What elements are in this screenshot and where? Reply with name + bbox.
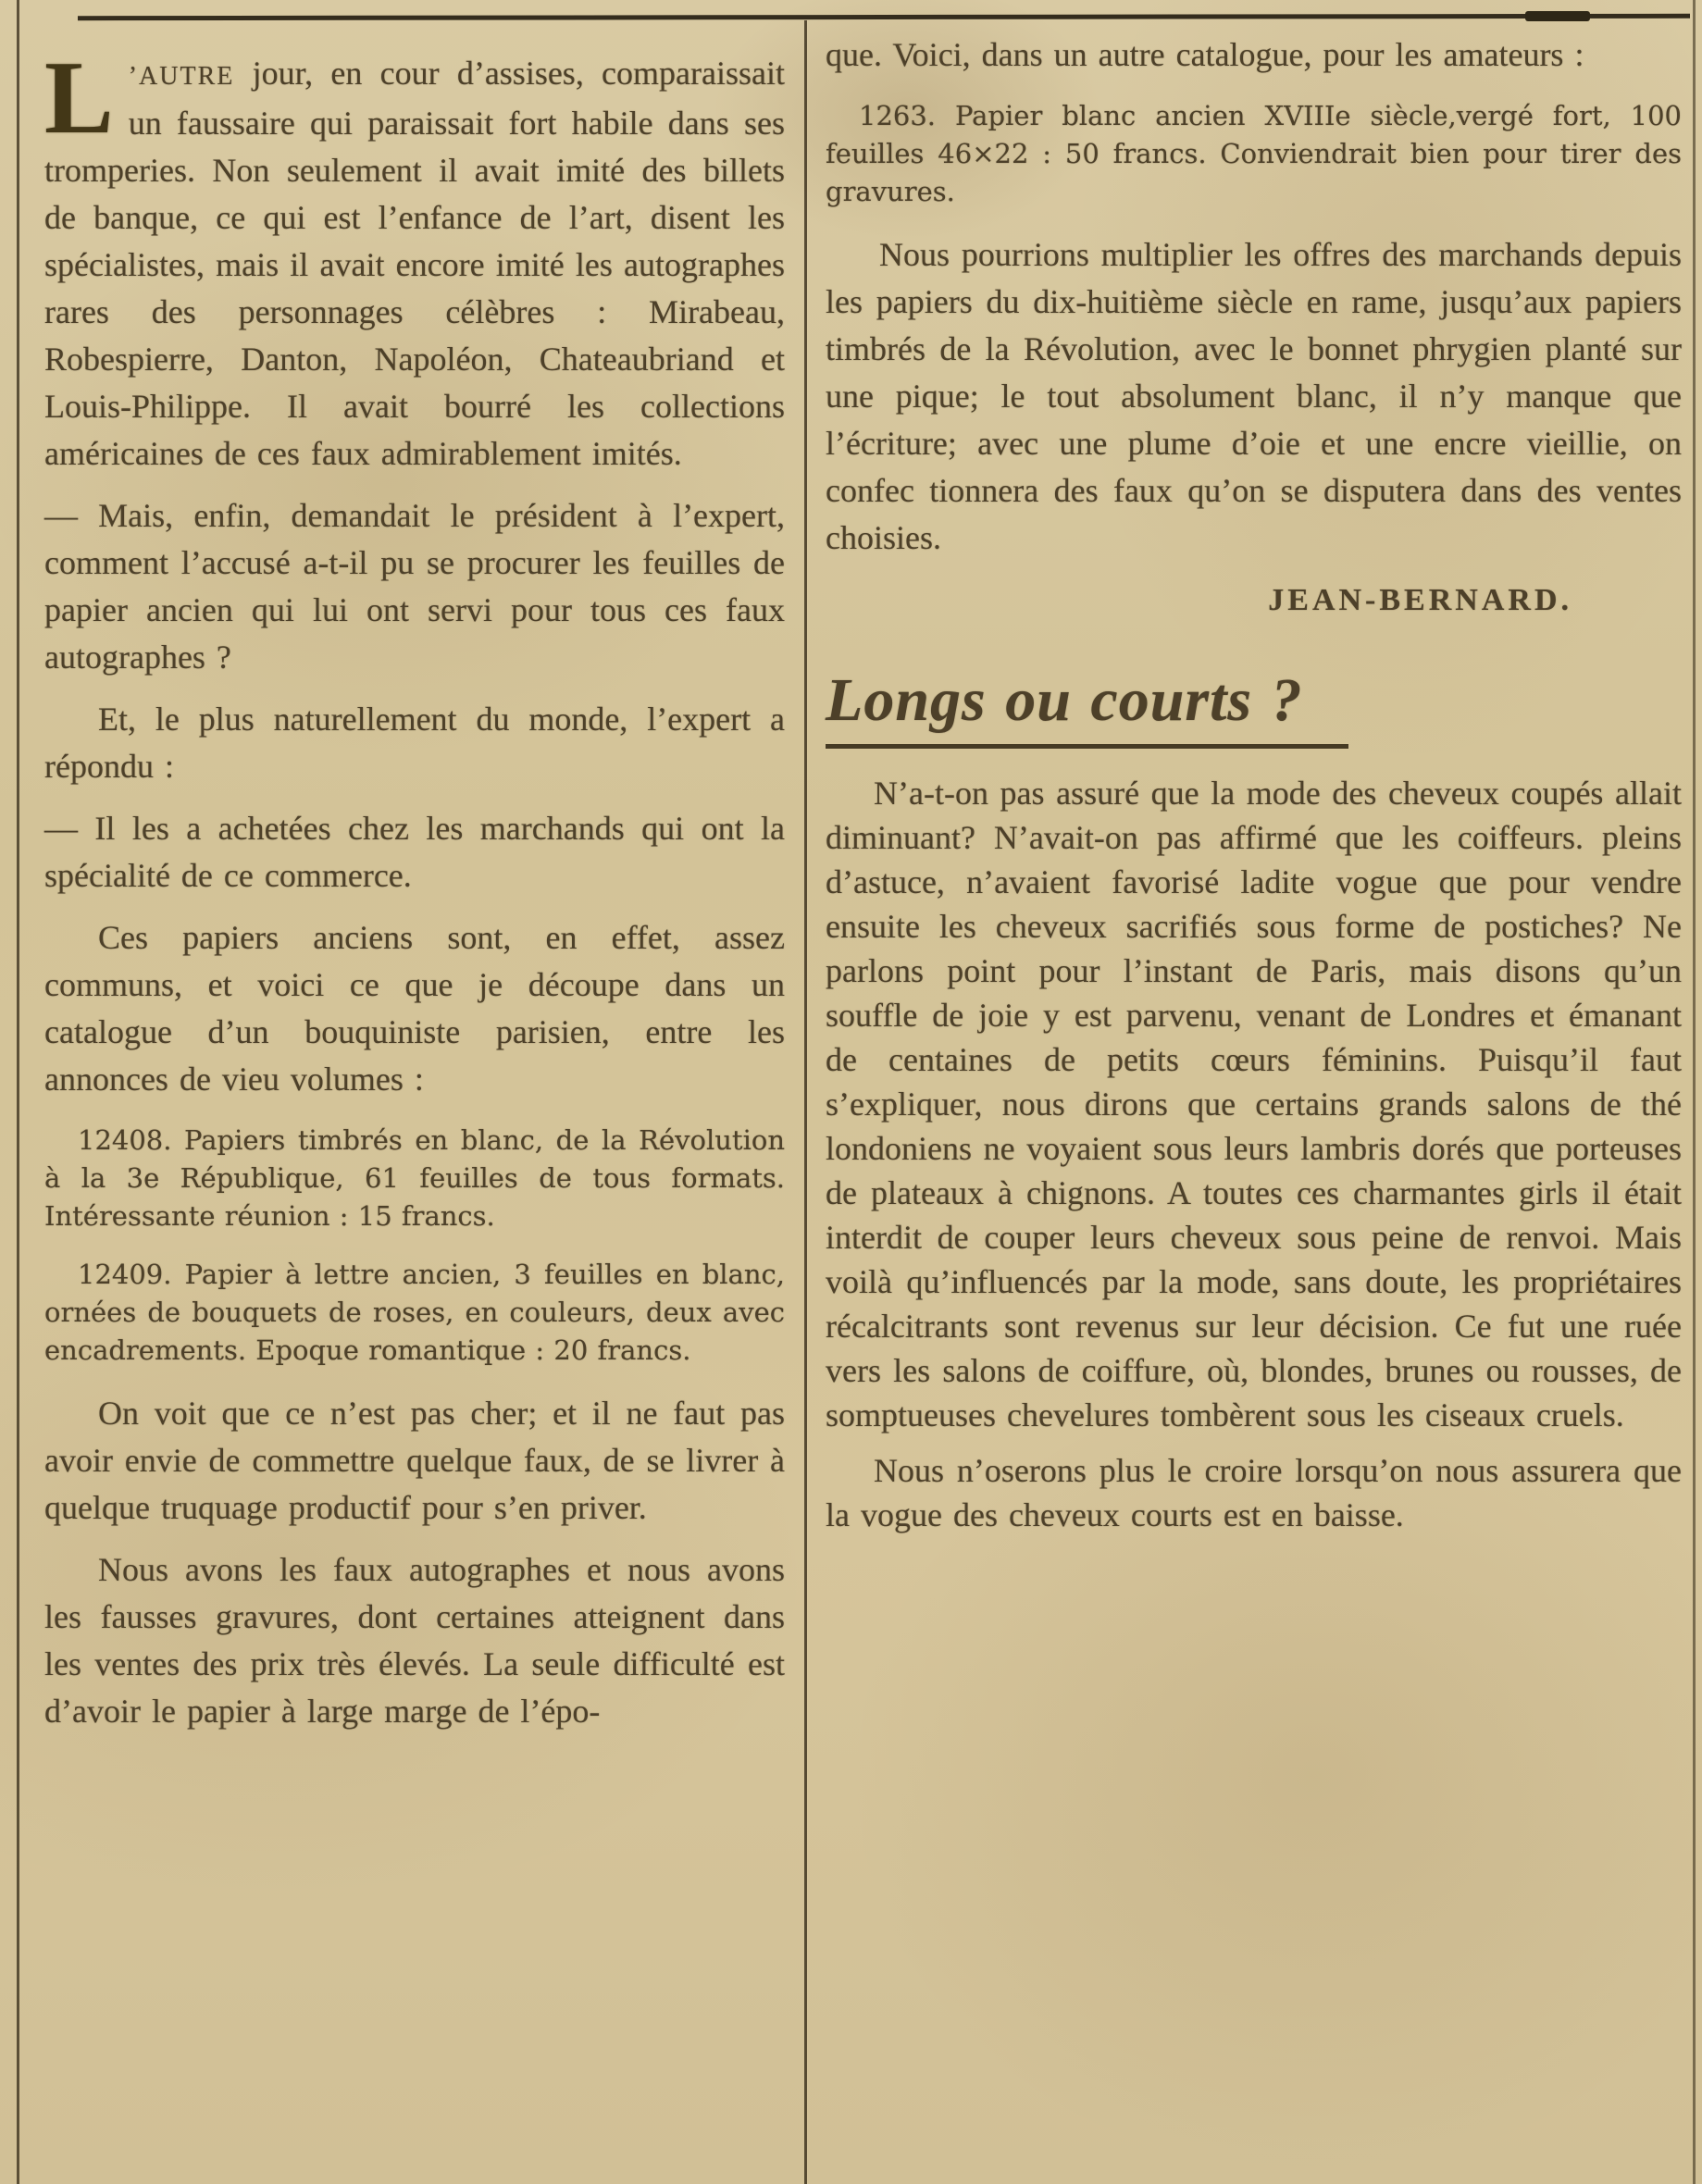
author-signature: JEAN-BERNARD. bbox=[1268, 583, 1572, 617]
top-rule-blotch bbox=[1525, 11, 1590, 21]
paragraph-lead bbox=[44, 41, 785, 478]
paragraph: Ces papiers anciens sont, en effet, assez communs, et voici ce que je découpe dans un catalogue d’un bouquiniste parisien, entre les annonces de vieu volumes : bbox=[44, 919, 785, 1098]
catalog-entry-12409: 12409. Papier à lettre ancien, 3 feuilles en blanc, ornées de bouquets de roses, en couleurs, deux avec encadrements. Epoque romantique : 20 francs. bbox=[44, 1259, 785, 1366]
top-rule bbox=[78, 14, 1690, 20]
right-column bbox=[826, 31, 1682, 1548]
paragraph: Nous n’oserons plus le croire lorsqu’on nous assurera que la vogue des cheveux courts est en baisse. bbox=[826, 1452, 1682, 1533]
lead-small-caps: ’AUTRE bbox=[128, 62, 235, 91]
drop-cap: L bbox=[44, 41, 114, 155]
left-column bbox=[44, 41, 785, 1750]
catalog-entry-1263: 1263. Papier blanc ancien XVIIIe siècle,vergé fort, 100 feuilles 46×22 : 50 francs. Conviendrait bien pour tirer des gravures. bbox=[826, 100, 1682, 207]
paragraph: Nous pourrions multiplier les offres des marchands depuis les papiers du dix-huitième siècle en rame, jusqu’aux papiers timbrés de la Révolution, avec le bonnet phrygien planté sur une pique; le tout absolument blanc, il n’y manque que l’écriture; avec une plume d’oie et une encre vieillie, on confec tionnera des faux qu’on se disputera dans des ventes choisies. bbox=[826, 236, 1682, 556]
catalog-entry-12408: 12408. Papiers timbrés en blanc, de la Révolution à la 3e République, 61 feuilles de tous formats. Intéressante réunion : 15 francs. bbox=[44, 1124, 785, 1232]
paragraph-dialogue-question: — Mais, enfin, demandait le président à l’expert, comment l’accusé a-t-il pu se procurer les feuilles de papier ancien qui lui ont servi pour tous ces faux autographes ? bbox=[44, 497, 785, 676]
headline-rule bbox=[826, 744, 1348, 749]
paragraph-continuation: que. Voici, dans un autre catalogue, pour les amateurs : bbox=[826, 36, 1584, 73]
left-edge-rule bbox=[17, 0, 19, 2184]
paragraph: On voit que ce n’est pas cher; et il ne faut pas avoir envie de commettre quelque faux, de se livrer à quelque truquage productif pour s’en priver. bbox=[44, 1395, 785, 1526]
paragraph: N’a-t-on pas assuré que la mode des cheveux coupés allait diminuant? N’avait-on pas affirmé que les coiffeurs. pleins d’astuce, n’avaient favorisé ladite vogue que pour vendre ensuite les cheveux sacrifiés sous forme de postiches? Ne parlons point pour l’instant de Paris, mais disons qu’un souffle de joie y est parvenu, venant de Londres et émanant de centaines de petits cœurs féminins. Puisqu’il faut s’expliquer, nous dirons que certains grands salons de thé londoniens ne voyaient sous leurs lambris dorés que porteuses de plateaux à chignons. A toutes ces charmantes girls il était interdit de couper leurs cheveux sous peine de renvoi. Mais voilà qu’influencés par la mode, sans doute, les propriétaires récalcitrants sont revenus sur leur décision. Ce fut une ruée vers les salons de coiffure, où, blondes, brunes ou rousses, de somptueuses chevelures tombèrent sous les ciseaux cruels. bbox=[826, 775, 1682, 1433]
paragraph: Et, le plus naturellement du monde, l’expert a répondu : bbox=[44, 701, 785, 785]
paragraph-lead-text: jour, en cour d’assises, comparaissait un faussaire qui paraissait fort habile dans ses tromperies. Non seulement il avait imité des billets de banque, ce qui est l’enfance de l’art, disent les spécialistes, mais il avait encore imité les autographes rares des personnages célèbres : Mirabeau, Robespierre, Danton, Napoléon, Chateaubriand et Louis-Philippe. Il avait bourré les collections américaines de ces faux admirablement imités. bbox=[44, 55, 785, 472]
paragraph-dialogue-answer: — Il les a achetées chez les marchands qui ont la spécialité de ce commerce. bbox=[44, 810, 785, 894]
column-divider-rule bbox=[804, 20, 807, 2184]
right-edge-rule bbox=[1693, 0, 1696, 2184]
paragraph: Nous avons les faux autographes et nous avons les fausses gravures, dont certaines atteignent dans les ventes des prix très élevés. La seule difficulté est d’avoir le papier à large marge de l’épo- bbox=[44, 1551, 785, 1730]
article-headline: Longs ou courts ? bbox=[826, 666, 1303, 734]
